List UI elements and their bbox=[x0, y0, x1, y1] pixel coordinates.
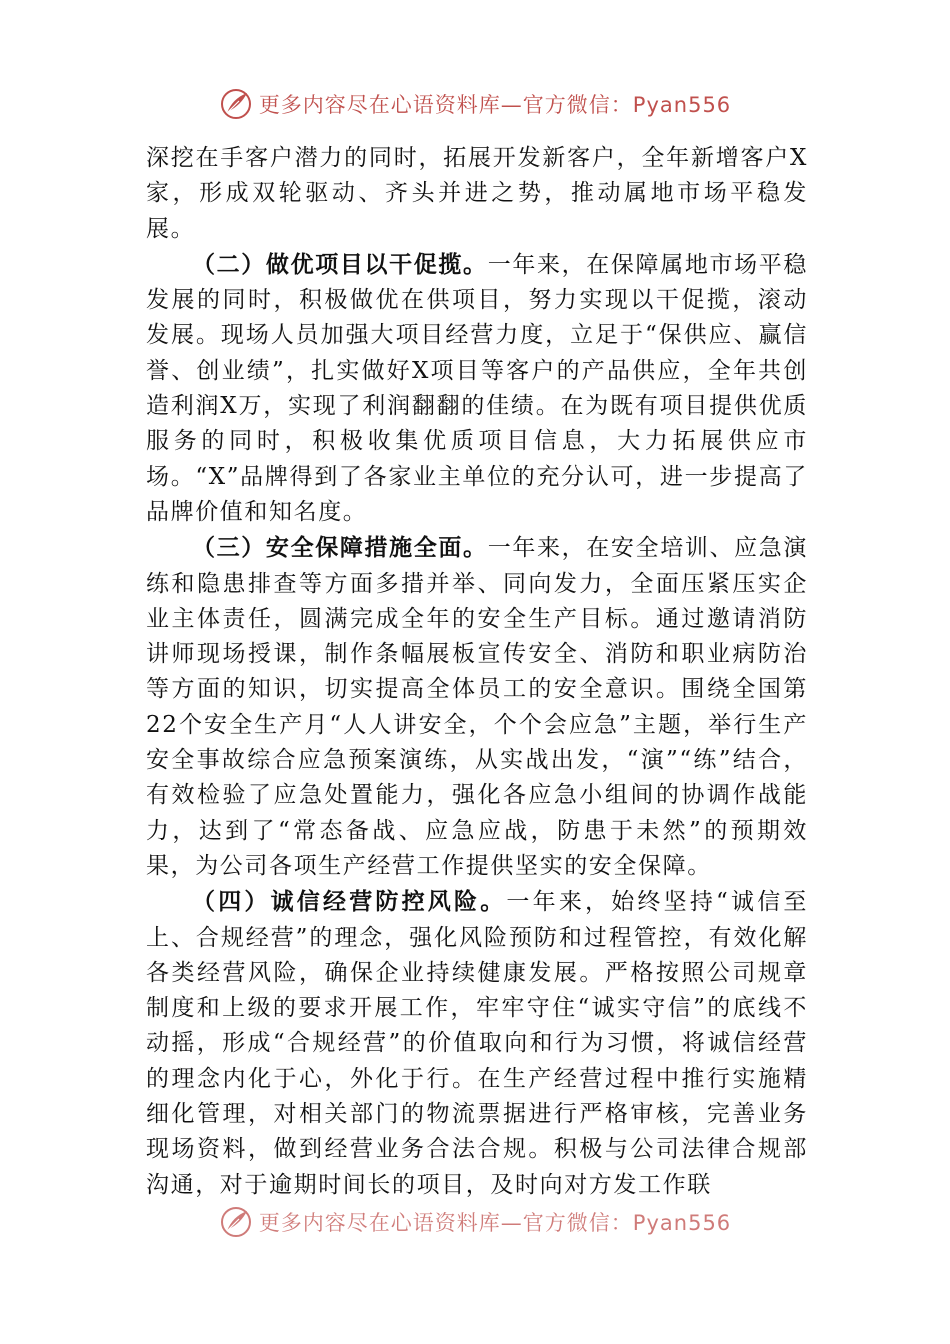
paragraph-text: 一年来，始终坚持“诚信至上、合规经营”的理念，强化风险预防和过程管控，有效化解各类经营风险，确保企业持续健康发展。严格按照公司规章制度和上级的要求开展工作，牢牢守住“诚实守信”的底线不动摇，形成“合规经营”的价值取向和行为习惯，将诚信经营的理念内化于心，外化于行。在生产经营过程中推行实施精细化管理，对相关部门的物流票据进行严格审核，完善业务现场资料，做到经营业务合法合规。积极与公司法律合规部沟通，对于逾期时间长的项目，及时向对方发工作联 bbox=[146, 889, 808, 1198]
watermark-banner-top bbox=[0, 84, 950, 124]
paragraph-heading: （二）做优项目以干促揽。 bbox=[192, 250, 488, 278]
watermark-banner-bottom bbox=[0, 1202, 950, 1242]
paragraph-2 bbox=[146, 247, 808, 530]
feather-pen-logo-icon bbox=[219, 87, 253, 121]
paragraph-1 bbox=[146, 140, 808, 247]
paragraph-text: 一年来，在保障属地市场平稳发展的同时，积极做优在供项目，努力实现以干促揽，滚动发展。现场人员加强大项目经营力度，立足于“保供应、赢信誉、创业绩”，扎实做好X项目等客户的产品供应，全年共创造利润X万，实现了利润翻翻的佳绩。在为既有项目提供优质服务的同时，积极收集优质项目信息，大力拓展供应市场。“X”品牌得到了各家业主单位的充分认可，进一步提高了品牌价值和知名度。 bbox=[146, 251, 808, 525]
feather-pen-logo-icon bbox=[219, 1205, 253, 1239]
paragraph-text: 一年来，在安全培训、应急演练和隐患排查等方面多措并举、同向发力，全面压紧压实企业主体责任，圆满完成全年的安全生产目标。通过邀请消防讲师现场授课，制作条幅展板宣传安全、消防和职业病防治等方面的知识，切实提高全体员工的安全意识。围绕全国第22个安全生产月“人人讲安全，个个会应急”主题，举行生产安全事故综合应急预案演练，从实战出发，“演”“练”结合，有效检验了应急处置能力，强化各应急小组间的协调作战能力，达到了“常态备战、应急应战，防患于未然”的预期效果，为公司各项生产经营工作提供坚实的安全保障。 bbox=[146, 535, 808, 879]
document-body bbox=[146, 140, 808, 1203]
paragraph-4 bbox=[146, 884, 808, 1203]
paragraph-text: 深挖在手客户潜力的同时，拓展开发新客户，全年新增客户X家，形成双轮驱动、齐头并进之势，推动属地市场平稳发展。 bbox=[146, 145, 808, 242]
paragraph-heading: （四）诚信经营防控风险。 bbox=[192, 888, 507, 916]
paragraph-3 bbox=[146, 530, 808, 884]
watermark-text: 更多内容尽在心语资料库—官方微信：Pyan556 bbox=[258, 93, 732, 117]
watermark-text: 更多内容尽在心语资料库—官方微信：Pyan556 bbox=[258, 1211, 732, 1235]
paragraph-heading: （三）安全保障措施全面。 bbox=[192, 534, 488, 562]
